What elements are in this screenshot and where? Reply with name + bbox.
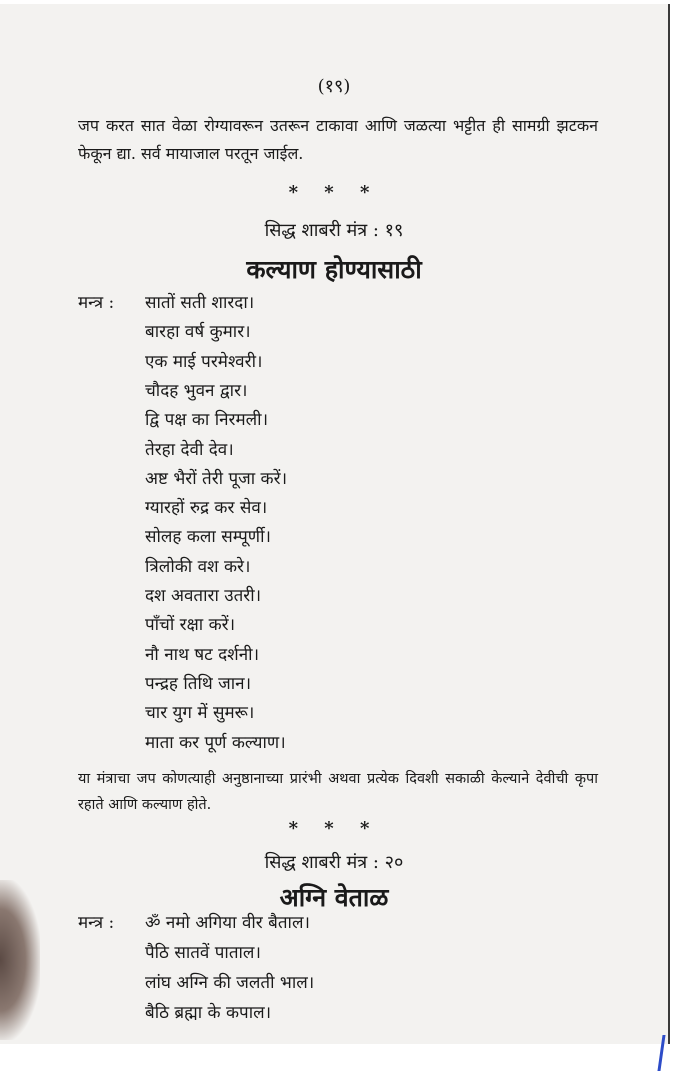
mantra-line: अष्ट भैरों तेरी पूजा करें। [145,468,288,489]
mantra-line: पन्द्रह तिथि जान। [145,673,252,694]
mantra-line: द्वि पक्ष का निरमली। [145,410,269,431]
mantra-line: माता कर पूर्ण कल्याण। [145,732,286,753]
book-page [0,4,670,1044]
mantra-line: ग्यारहों रुद्र कर सेव। [145,498,268,519]
mantra-line: ॐ नमो अगिया वीर बैताल। [145,913,310,933]
mantra-line: एक माई परमेश्वरी। [145,351,263,372]
mantra-line: पैठि सातवें पाताल। [145,943,261,963]
mantra-line: नौ नाथ षट दर्शनी। [145,644,260,665]
mantra-line: सातों सती शारदा। [145,293,255,313]
mantra-line: बैठि ब्रह्मा के कपाल। [145,1003,272,1023]
mantra-line: लांघ अग्नि की जलती भाल। [145,973,315,993]
mantra-19-heading: सिद्ध शाबरी मंत्र : १९ [264,220,404,241]
page-number: (१९) [317,76,351,97]
mantra-20-title: अग्नि वेताळ [279,883,389,912]
mantra-line: पाँचों रक्षा करें। [145,615,236,636]
mantra-19-title: कल्याण होण्यासाठी [246,255,422,284]
separator-1: * * * [288,182,380,203]
mantra-19-label: मन्त्र : [78,293,115,313]
mantra-line: चार युग में सुमरू। [145,703,255,724]
finger-shadow [0,880,40,1040]
mantra-line: सोलह कला सम्पूर्णी। [145,527,271,548]
mantra-line: दश अवतारा उतरी। [145,586,262,606]
mantra-line: तेरहा देवी देव। [145,439,234,460]
mantra-line: चौदह भुवन द्वार। [145,380,248,401]
mantra-line: त्रिलोकी वश करे। [145,556,251,577]
mantra-line: बारहा वर्ष कुमार। [145,322,251,343]
separator-2: * * * [288,818,380,839]
mantra-20-label: मन्त्र : [78,913,115,933]
intro-paragraph: जप करत सात वेळा रोग्यावरून उतरून टाकावा आणि जळत्या भट्टीत ही सामग्री झटकन फेकून द्या. सर्व मायाजाल परतून जाईल. [78,116,598,163]
mantra-20-heading: सिद्ध शाबरी मंत्र : २० [264,852,404,873]
mantra-19-note: या मंत्राचा जप कोणत्याही अनुष्ठानाच्या प्रारंभी अथवा प्रत्येक दिवशी सकाळी केल्याने देवीची कृपा रहाते आणि कल्याण होते. [78,771,598,813]
